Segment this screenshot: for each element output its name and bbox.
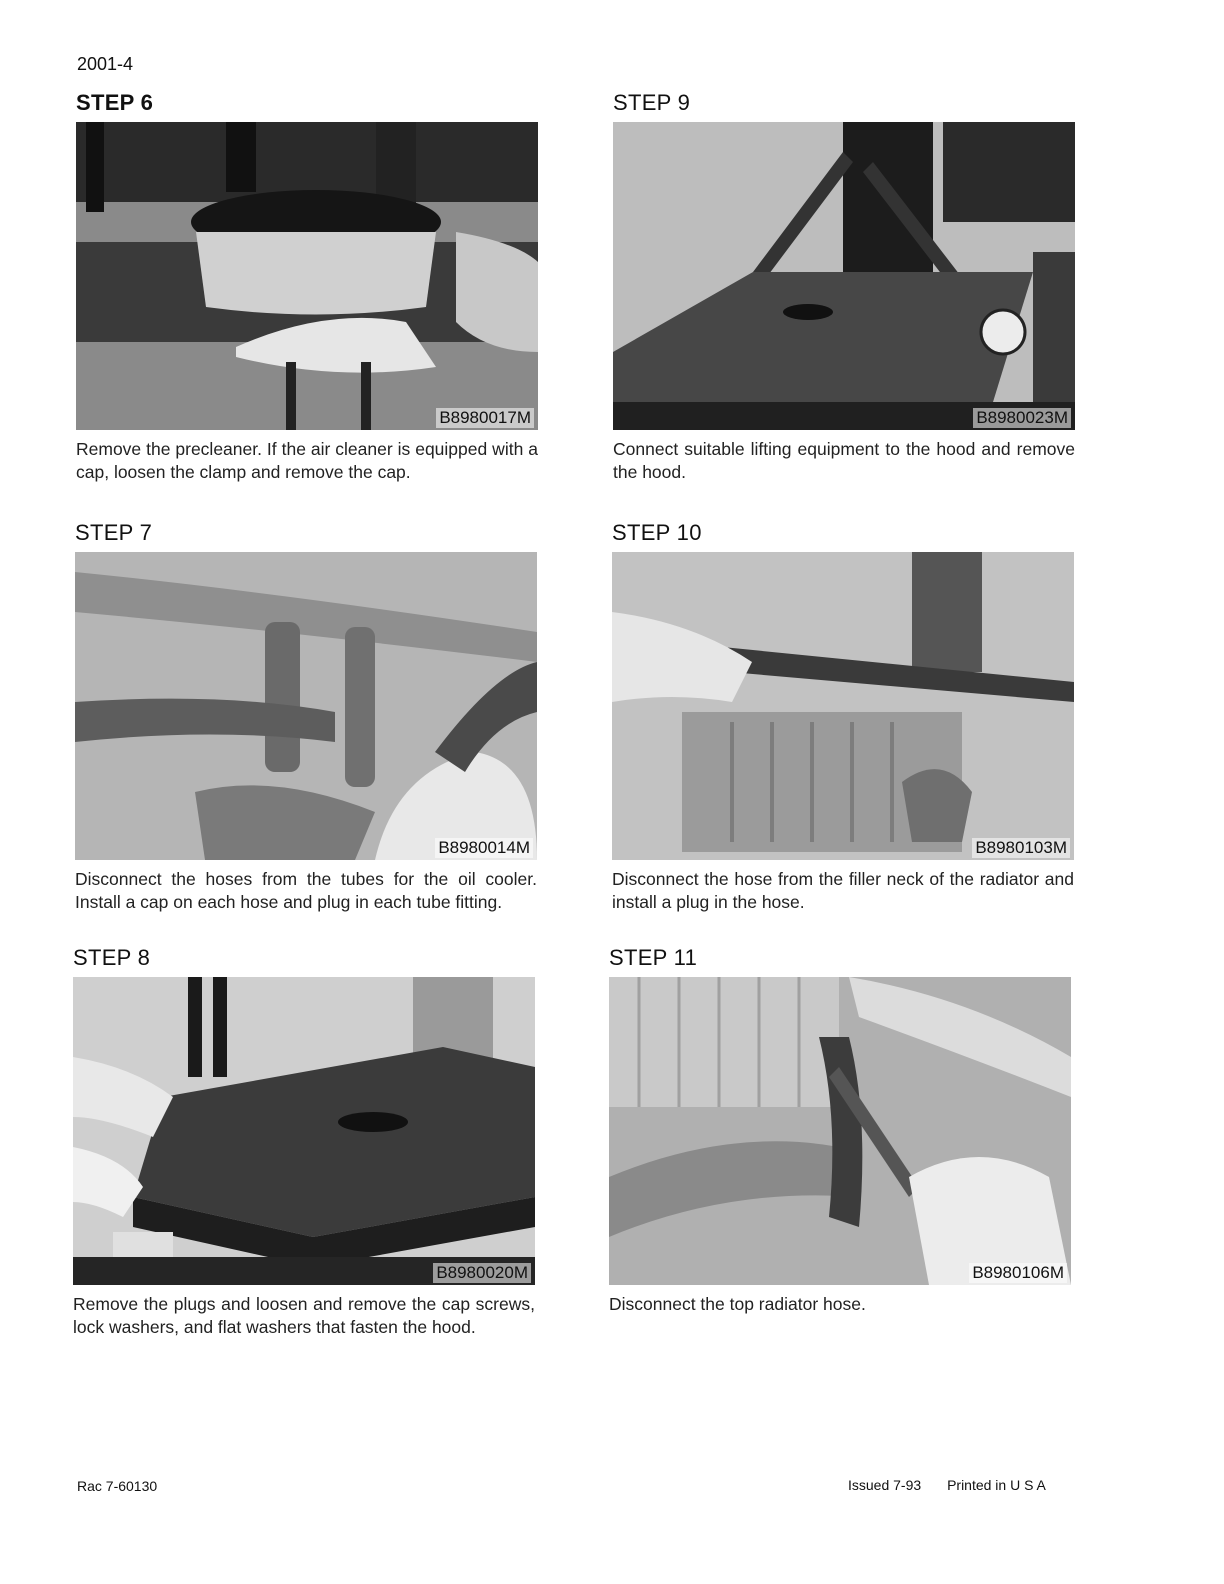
figure-id: B8980020M xyxy=(433,1263,531,1283)
step-title: STEP 9 xyxy=(613,90,691,115)
footer-issue-info xyxy=(848,1477,1068,1493)
step-caption: Disconnect the hose from the filler neck of the radiator and install a plug in the hose. xyxy=(612,869,1074,912)
step-7 xyxy=(75,520,545,914)
step-caption: Disconnect the hoses from the tubes for the oil cooler. Install a cap on each hose and plug in each tube fitting. xyxy=(75,869,537,912)
step-photo-top-radiator-hose xyxy=(609,977,1071,1285)
step-9 xyxy=(613,90,1083,484)
step-8 xyxy=(73,945,543,1339)
step-caption: Connect suitable lifting equipment to the hood and remove the hood. xyxy=(613,439,1075,482)
step-title: STEP 7 xyxy=(75,520,153,545)
step-11 xyxy=(609,945,1079,1316)
step-10 xyxy=(612,520,1082,914)
step-caption: Remove the plugs and loosen and remove the cap screws, lock washers, and flat washers that fasten the hood. xyxy=(73,1294,535,1337)
step-title: STEP 10 xyxy=(612,520,702,545)
step-6 xyxy=(76,90,546,484)
page-number: 2001-4 xyxy=(77,54,134,74)
figure-id: B8980017M xyxy=(436,408,534,428)
figure-id: B8980103M xyxy=(972,838,1070,858)
step-title: STEP 6 xyxy=(76,90,154,115)
step-title: STEP 8 xyxy=(73,945,151,970)
step-photo-hood-fasteners xyxy=(73,977,535,1285)
step-title: STEP 11 xyxy=(609,945,698,970)
step-caption: Remove the precleaner. If the air cleaner is equipped with a cap, loosen the clamp and remove the cap. xyxy=(76,439,538,482)
figure-id: B8980014M xyxy=(435,838,533,858)
figure-id: B8980106M xyxy=(969,1263,1067,1283)
step-photo-lifting-hood xyxy=(613,122,1075,430)
step-photo-air-cleaner xyxy=(76,122,538,430)
printed-in: Printed in U S A xyxy=(947,1477,1046,1493)
step-caption: Disconnect the top radiator hose. xyxy=(609,1294,866,1314)
figure-id: B8980023M xyxy=(973,408,1071,428)
step-photo-radiator-filler-hose xyxy=(612,552,1074,860)
issued-date: Issued 7-93 xyxy=(848,1477,922,1493)
document-code: Rac 7-60130 xyxy=(77,1478,158,1494)
step-photo-oil-cooler-hoses xyxy=(75,552,537,860)
